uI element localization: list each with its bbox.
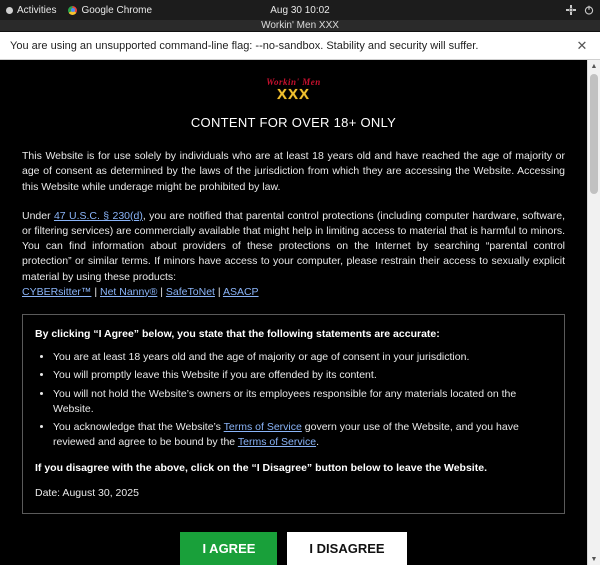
action-buttons bbox=[22, 532, 565, 565]
list-item: • You will not hold the Website’s owners or its employees responsible for any materials located on the Website. bbox=[53, 387, 552, 417]
sep-1: | bbox=[91, 285, 100, 298]
logo-graphic bbox=[257, 78, 331, 104]
top-bar-right bbox=[566, 5, 594, 15]
agreement-date: Date: August 30, 2025 bbox=[35, 486, 139, 499]
agreement-bullet-list bbox=[35, 350, 552, 450]
activities-button[interactable] bbox=[6, 5, 56, 16]
usc-link[interactable]: 47 U.S.C. § 230(d) bbox=[53, 209, 143, 222]
close-icon[interactable]: ✕ bbox=[576, 38, 588, 53]
sep-2: | bbox=[157, 285, 166, 298]
filter-link-asacp[interactable]: ASACP bbox=[222, 285, 259, 298]
disagree-button[interactable]: I DISAGREE bbox=[287, 532, 406, 565]
scroll-up-arrow-icon[interactable]: ▲ bbox=[590, 62, 598, 70]
list-item: • You will promptly leave this Website if you are offended by its content. bbox=[53, 368, 552, 383]
site-logo[interactable] bbox=[22, 78, 565, 104]
window-title-bar[interactable] bbox=[0, 20, 600, 32]
clock[interactable]: Aug 30 10:02 bbox=[270, 4, 330, 16]
page-viewport bbox=[0, 60, 600, 565]
filter-link-safetonet[interactable]: SafeToNet bbox=[165, 285, 215, 298]
power-icon[interactable] bbox=[584, 5, 594, 15]
agreement-box bbox=[22, 314, 565, 514]
page-title: Workin' Men XXX bbox=[261, 20, 339, 31]
chrome-icon bbox=[68, 6, 77, 15]
logo-bottom-text: XXX bbox=[276, 86, 310, 103]
infobar-message: You are using an unsupported command-line flag: --no-sandbox. Stability and security will suffer. bbox=[10, 39, 479, 52]
top-bar-left bbox=[6, 5, 152, 16]
network-icon[interactable] bbox=[566, 5, 576, 15]
unsupported-flag-infobar bbox=[0, 32, 600, 60]
terms-of-service-link-2[interactable]: Terms of Service bbox=[237, 436, 317, 449]
list-item-terms bbox=[53, 420, 552, 450]
agreement-heading: By clicking “I Agree” below, you state that the following statements are accurate: bbox=[35, 328, 440, 341]
filter-link-netnanny[interactable]: Net Nanny® bbox=[100, 285, 158, 298]
scroll-down-arrow-icon[interactable]: ▼ bbox=[590, 555, 598, 563]
app-indicator-chrome[interactable] bbox=[68, 5, 152, 16]
terms-of-service-link[interactable]: Terms of Service bbox=[223, 421, 302, 434]
agree-button[interactable]: I AGREE bbox=[180, 532, 277, 565]
logo-top-text: Workin' Men bbox=[266, 77, 321, 87]
system-top-bar bbox=[0, 0, 600, 20]
headline: CONTENT FOR OVER 18+ ONLY bbox=[190, 115, 397, 131]
paragraph-2-pre: Under bbox=[22, 209, 54, 222]
activities-label: Activities bbox=[17, 4, 57, 16]
vertical-scrollbar[interactable] bbox=[587, 60, 600, 565]
app-name-label: Google Chrome bbox=[81, 4, 153, 16]
bullet-4-pre: You acknowledge that the Website’s bbox=[53, 421, 224, 434]
age-verification-page bbox=[0, 60, 587, 565]
bullet-4-mid: govern your use of the Website, and you have reviewed and agree to be bound by the bbox=[53, 421, 519, 449]
scrollbar-thumb[interactable] bbox=[590, 74, 598, 194]
list-item: • You are at least 18 years old and the age of majority or age of consent in your jurisdiction. bbox=[53, 350, 552, 365]
filter-link-cybersitter[interactable]: CYBERsitter™ bbox=[22, 285, 92, 298]
sep-3: | bbox=[214, 285, 223, 298]
bullet-4-post: . bbox=[316, 436, 319, 449]
paragraph-parental-controls bbox=[22, 209, 565, 300]
browser-window bbox=[0, 20, 600, 563]
paragraph-age-requirement: This Website is for use solely by individuals who are at least 18 years old and have reached the age of majority or age of consent as determined by the laws of the jurisdiction from which they are accessing the Website. Accessing this Website while underage might be prohibited by law. bbox=[22, 150, 565, 193]
paragraph-2-post: , you are notified that parental control protections (including computer hardware, software, or filtering services) are commercially available that might help in limiting access to material that is harmful to minors. You can find information about providers of these protections on the Internet by searching “parental control protection” or similar terms. If minors have access to your computer, please restrain their access to sexually explicit material by using these products: bbox=[22, 209, 566, 283]
dot-icon bbox=[6, 7, 13, 14]
disagree-note: If you disagree with the above, click on the “I Disagree” button below to leave the Website. bbox=[35, 461, 487, 474]
